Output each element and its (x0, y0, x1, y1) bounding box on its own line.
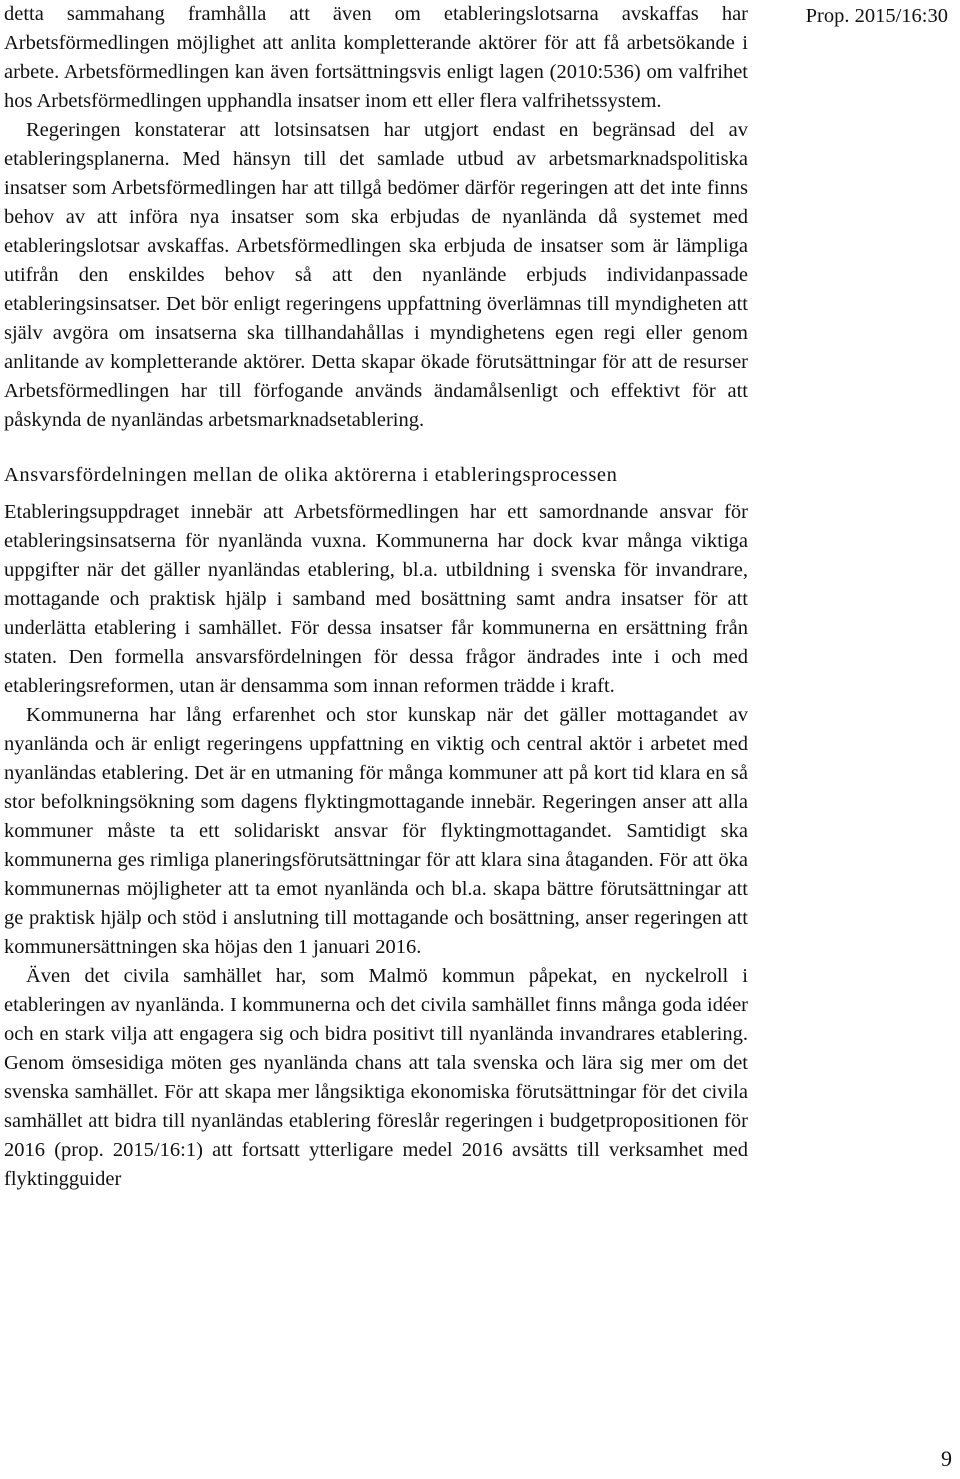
body-paragraph: Regeringen konstaterar att lotsinsatsen har utgjort endast en begränsad del av etableringsplanerna. Med hänsyn till det samlade utbud av arbetsmarknadspolitiska insatser som Arbetsförmedlingen har att tillgå bedömer därför regeringen att det inte finns behov av att införa nya insatser som ska erbjudas de nyanlända då systemet med etableringslotsar avskaffas. Arbetsförmedlingen ska erbjuda de insatser som är lämpliga utifrån den enskildes behov så att den nyanlände erbjuds individanpassade etableringsinsatser. Det bör enligt regeringens uppfattning överlämnas till myndigheten att själv avgöra om insatserna ska tillhandahållas i myndighetens egen regi eller genom anlitande av kompletterande aktörer. Detta skapar ökade förutsättningar för att de resurser Arbetsförmedlingen har till förfogande används ändamålsenligt och effektivt för att påskynda de nyanländas arbetsmarknadsetablering. (4, 119, 748, 431)
body-paragraph: Kommunerna har lång erfarenhet och stor kunskap när det gäller mottagandet av nyanlända och är enligt regeringens uppfattning en viktig och central aktör i arbetet med nyanländas etablering. Det är en utmaning för många kommuner att på kort tid klara en så stor befolkningsökning som dagens flyktingmottagande innebär. Regeringen anser att alla kommuner måste ta ett solidariskt ansvar för flyktingmottagandet. Samtidigt ska kommunerna ges rimliga planeringsförutsättningar för att klara sina åtaganden. För att öka kommunernas möjligheter att ta emot nyanlända och bl.a. skapa bättre förutsättningar att ge praktisk hjälp och stöd i anslutning till mottagande och bosättning, anser regeringen att kommunersättningen ska höjas den 1 januari 2016. (4, 704, 748, 958)
proposition-reference: Prop. 2015/16:30 (805, 5, 948, 27)
body-paragraph: Även det civila samhället har, som Malmö kommun påpekat, en nyckelroll i etableringen av nyanlända. I kommunerna och det civila samhället finns många goda idéer och en stark vilja att engagera sig och bidra positivt till nyanlända invandrares etablering. Genom ömsesidiga möten ges nyanlända chans att tala svenska och lära sig mer om det svenska samhället. För att skapa mer långsiktiga ekonomiska förutsättningar för det civila samhället att bidra till nyanländas etablering föreslår regeringen i budgetpropositionen för 2016 (prop. 2015/16:1) att fortsatt ytterligare medel 2016 avsätts till verksamhet med flyktingguider (4, 965, 748, 1190)
body-paragraph: detta sammahang framhålla att även om etableringslotsarna avskaffas har Arbetsförmedlingen möjlighet att anlita kompletterande aktörer för att få arbetsökande i arbete. Arbetsförmedlingen kan även fortsättningsvis enligt lagen (2010:536) om valfrihet hos Arbetsförmedlingen upphandla insatser inom ett eller flera valfrihetssystem. (4, 3, 748, 112)
body-paragraph: Etableringsuppdraget innebär att Arbetsförmedlingen har ett samordnande ansvar för etableringsinsatserna för nyanlända vuxna. Kommunerna har dock kvar många viktiga uppgifter när det gäller nyanländas etablering, bl.a. utbildning i svenska för invandrare, mottagande och praktisk hjälp i samband med bosättning samt andra insatser för att underlätta etablering i samhället. För dessa insatser får kommunerna en ersättning från staten. Den formella ansvarsfördelningen för dessa frågor ändrades inte i och med etableringsreformen, utan är densamma som innan reformen trädde i kraft. (4, 501, 748, 697)
section-heading: Ansvarsfördelningen mellan de olika aktörerna i etableringsprocessen (4, 464, 618, 486)
page-number: 9 (941, 1446, 952, 1471)
main-text-column (4, 0, 748, 1194)
